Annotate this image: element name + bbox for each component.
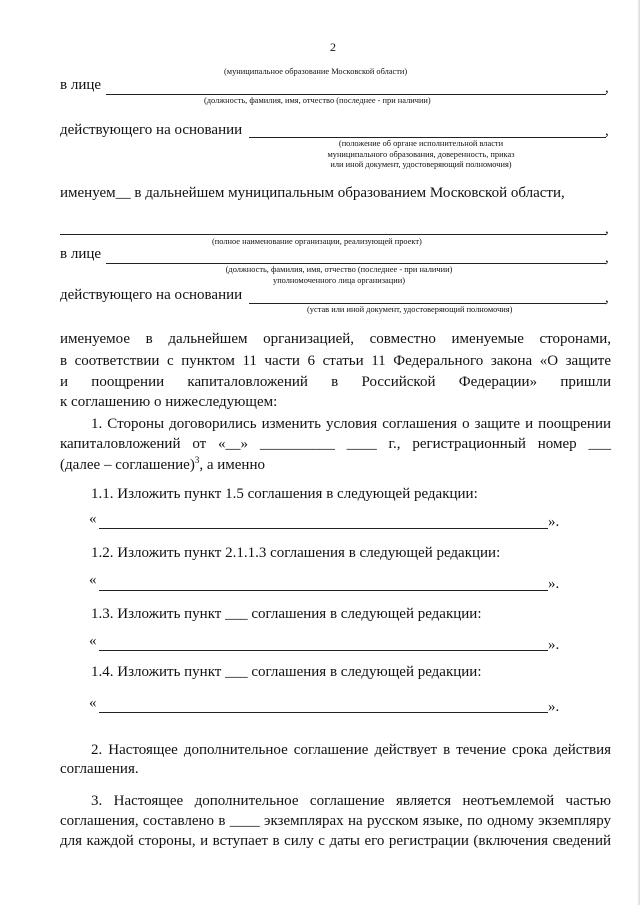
charter-basis-field[interactable]: [249, 303, 606, 304]
clause-2-line: соглашения.: [60, 761, 139, 777]
caption-line: муниципального образования, доверенность, приказ: [327, 149, 515, 159]
footnote-mark: 3: [194, 455, 200, 465]
acting-basis-label: действующего на основании: [60, 122, 243, 138]
close-quote: ».: [548, 637, 560, 653]
in-person-label: в лице: [60, 246, 102, 262]
amendment-1-2: 1.2. Изложить пункт 2.1.1.3 соглашения в следующей редакции:: [91, 545, 501, 561]
line-end-comma: ,: [605, 80, 609, 96]
open-quote: «: [89, 633, 97, 649]
clause-1-line: 1. Стороны договорились изменить условия соглашения о защите и поощрении: [91, 416, 611, 432]
amendment-1-4-field[interactable]: [99, 712, 548, 713]
representative-name-field[interactable]: [106, 94, 606, 95]
clause-3-line: 3. Настоящее дополнительное соглашение является неотъемлемой частью: [91, 793, 611, 809]
clause-1-text: (далее – соглашение): [60, 457, 195, 473]
preamble-line: в соответствии с пунктом 11 части 6 статьи 11 Федерального закона «О защите: [60, 353, 611, 369]
line-end-comma: ,: [605, 221, 609, 237]
caption-line: или иной документ, удостоверяющий полномочия): [330, 160, 512, 169]
clause-1-line: капиталовложений от «__» __________ ____ г., регистрационный номер ___: [60, 436, 611, 452]
clause-3-line: соглашения, составлено в ____ экземплярах на русском языке, по одному экземпляру: [60, 813, 611, 829]
amendment-1-4: 1.4. Изложить пункт ___ соглашения в следующей редакции:: [91, 664, 482, 680]
preamble-last-line: к соглашению о нижеследующем:: [60, 394, 278, 410]
caption-line: уполномоченного лица организации): [273, 275, 405, 285]
close-quote: ».: [548, 699, 560, 715]
amendment-1-3: 1.3. Изложить пункт ___ соглашения в следующей редакции:: [91, 606, 482, 622]
municipality-caption: (муниципальное образование Московской области): [224, 67, 408, 76]
amendment-1-3-field[interactable]: [99, 650, 548, 651]
caption-line: (положение об органе исполнительной власти: [338, 139, 504, 148]
close-quote: ».: [548, 576, 560, 592]
line-end-comma: ,: [605, 123, 609, 139]
open-quote: «: [89, 572, 97, 588]
preamble-line: именуемое в дальнейшем организацией, совместно именуемые сторонами,: [60, 331, 611, 347]
organization-caption: (полное наименование организации, реализующей проект): [212, 237, 422, 246]
clause-3-line: для каждой стороны, и вступает в силу с даты его регистрации (включения сведений: [60, 833, 611, 849]
clause-1-line: [60, 455, 265, 474]
organization-name-field[interactable]: [60, 234, 606, 235]
open-quote: «: [89, 695, 97, 711]
clause-1-text: , а именно: [199, 457, 265, 473]
clause-2-line: 2. Настоящее дополнительное соглашение действует в течение срока действия: [91, 742, 611, 758]
authority-basis-caption: [302, 139, 540, 171]
authority-basis-field[interactable]: [249, 137, 606, 138]
authorized-person-field[interactable]: [106, 263, 606, 264]
representative-caption: (должность, фамилия, имя, отчество (последнее - при наличии): [204, 96, 431, 105]
in-person-label: в лице: [60, 77, 102, 93]
page-number: 2: [330, 40, 336, 54]
line-end-comma: ,: [605, 290, 609, 306]
amendment-1-2-field[interactable]: [99, 590, 548, 591]
amendment-1-1-field[interactable]: [99, 528, 548, 529]
preamble-line: и поощрении капиталовложений в Российской Федерации» пришли: [60, 374, 611, 390]
line-end-comma: ,: [605, 250, 609, 266]
acting-basis-label: действующего на основании: [60, 287, 243, 303]
caption-line: (должность, фамилия, имя, отчество (последнее - при наличии): [225, 265, 453, 274]
close-quote: ».: [548, 514, 560, 530]
amendment-1-1: 1.1. Изложить пункт 1.5 соглашения в следующей редакции:: [91, 486, 478, 502]
open-quote: «: [89, 511, 97, 527]
charter-basis-caption: (устав или иной документ, удостоверяющий полномочия): [307, 305, 513, 314]
named-as-municipality: именуем__ в дальнейшем муниципальным образованием Московской области,: [60, 185, 565, 201]
authorized-person-caption: [204, 265, 474, 286]
